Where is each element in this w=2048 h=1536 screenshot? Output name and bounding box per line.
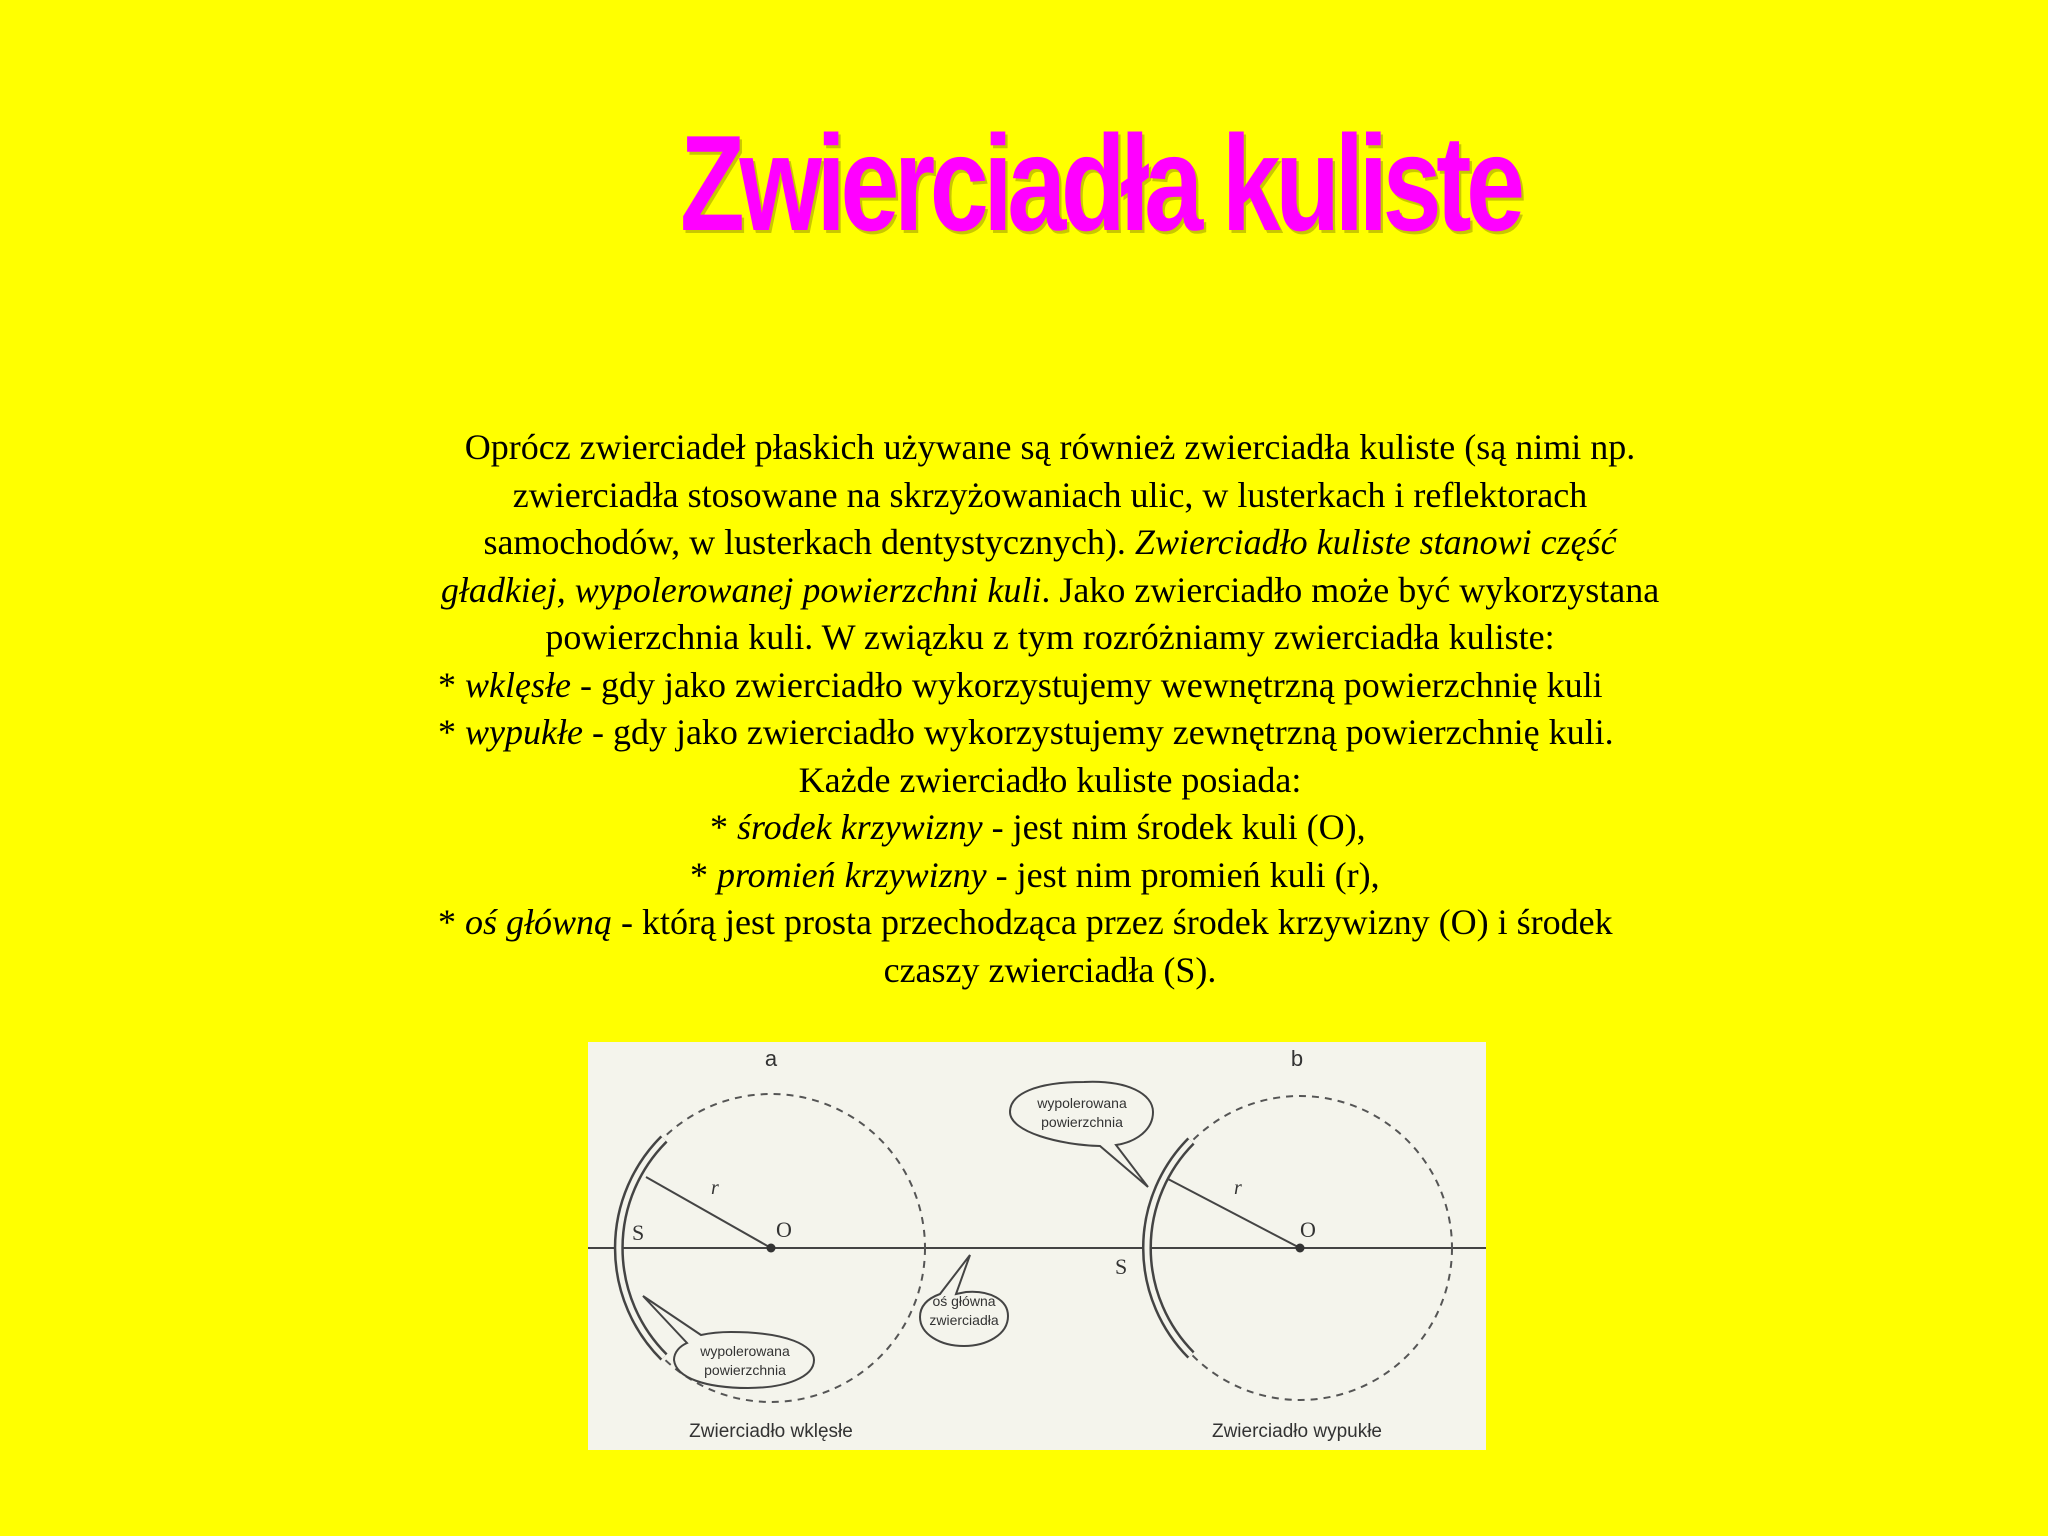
definition-emphasis: Zwierciadło kuliste stanowi część [1134, 522, 1617, 562]
mirror-type-item [340, 662, 1760, 710]
body-text-segment: samochodów, w lusterkach dentystycznych). [483, 522, 1135, 562]
body-line: Każde zwierciadło kuliste posiada: [798, 759, 1302, 800]
body-line: zwierciadła stosowane na skrzyżowaniach ulic, w lusterkach i reflektorach [512, 474, 1588, 515]
bullet-star: * [438, 664, 465, 705]
bullet-star: * [690, 854, 717, 895]
callout-b-line2: powierzchnia [1041, 1114, 1123, 1130]
center-b-label: O [1300, 1217, 1316, 1242]
property-item [340, 804, 1760, 852]
figure-svg [588, 1042, 1486, 1450]
body-text-segment: . Jako zwierciadło może być wykorzystana [1041, 569, 1660, 610]
caption-concave: Zwierciadło wklęsłe [689, 1421, 853, 1442]
bullet-star: * [438, 712, 465, 752]
radius-a-line [646, 1177, 771, 1248]
bullet-star: * [438, 902, 465, 942]
property-item [340, 852, 1760, 900]
term-description: - którą jest prosta przechodząca przez środek krzywizny (O) i środek [612, 902, 1613, 942]
spherical-mirrors-figure [588, 1042, 1486, 1450]
term-os-glowna: oś główną [465, 902, 613, 942]
vertex-a-label: S [632, 1220, 645, 1245]
callout-a-line1: wypolerowana [700, 1343, 790, 1359]
body-line: czaszy zwierciadła (S). [883, 949, 1217, 990]
axis-callout-line2: zwierciadła [929, 1312, 999, 1328]
term-description: - jest nim promień kuli (r), [986, 854, 1380, 895]
center-b-point [1296, 1244, 1305, 1253]
radius-b-label: r [1234, 1177, 1242, 1199]
panel-b-letter: b [1290, 1046, 1304, 1071]
body-line [340, 519, 1760, 567]
body-line: powierzchnia kuli. W związku z tym rozróżniamy zwierciadła kuliste: [545, 617, 1555, 657]
vertex-b-label: S [1115, 1254, 1128, 1279]
center-a-label: O [776, 1217, 792, 1242]
slide-title: Zwierciadła kuliste [680, 107, 1520, 259]
callout-b-line1: wypolerowana [1037, 1095, 1127, 1111]
term-wypukle: wypukłe [465, 712, 583, 752]
center-a-point [767, 1244, 776, 1253]
term-description: - gdy jako zwierciadło wykorzystujemy wewnętrzną powierzchnię kuli [570, 664, 1603, 705]
property-item [340, 899, 1760, 947]
callout-a-line2: powierzchnia [704, 1362, 786, 1378]
term-description: - gdy jako zwierciadło wykorzystujemy zewnętrzną powierzchnię kuli. [582, 712, 1614, 752]
body-line [340, 567, 1760, 615]
body-line: Oprócz zwierciadeł płaskich używane są również zwierciadła kuliste (są nimi np. [464, 427, 1636, 467]
term-srodek-krzywizny: środek krzywizny [737, 807, 983, 847]
term-description: - jest nim środek kuli (O), [982, 807, 1366, 847]
term-promien-krzywizny: promień krzywizny [717, 854, 987, 895]
caption-convex: Zwierciadło wypukłe [1211, 1421, 1383, 1442]
panel-a-letter: a [764, 1046, 778, 1071]
body-text [340, 424, 1760, 994]
mirror-type-item [340, 709, 1760, 757]
radius-a-label: r [711, 1177, 719, 1199]
term-wklesle: wklęsłe [465, 664, 571, 705]
definition-emphasis: gładkiej, wypolerowanej powierzchni kuli [440, 569, 1042, 610]
axis-callout-line1: oś główna [932, 1293, 996, 1309]
bullet-star: * [710, 807, 737, 847]
